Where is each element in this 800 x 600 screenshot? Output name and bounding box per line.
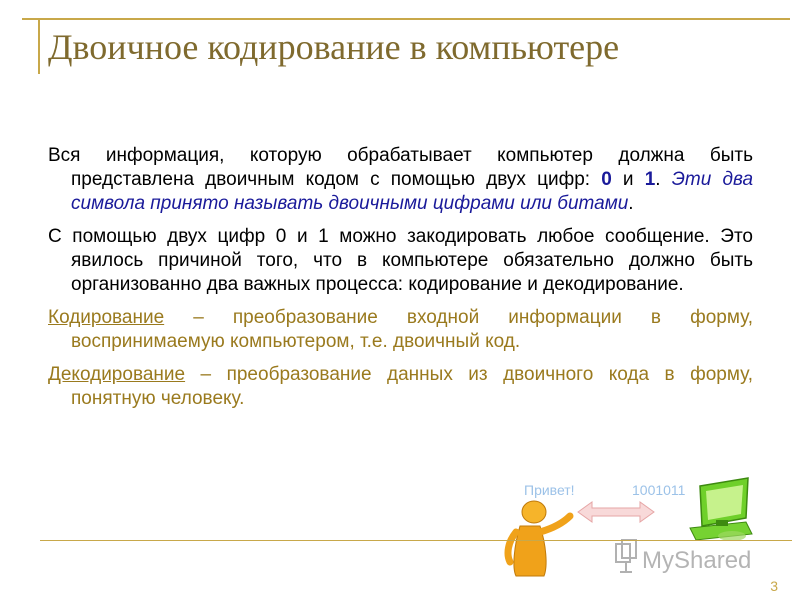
paragraph-coding-processes: С помощью двух цифр 0 и 1 можно закодировать любое сообщение. Это явилось причиной того, что в компьютере обязательно должно быть организованно два важных процесса: кодирование и декодирование. bbox=[48, 226, 753, 295]
footer-rule bbox=[40, 540, 792, 541]
digit-zero: 0 bbox=[601, 169, 612, 190]
paragraph-coding-definition bbox=[48, 306, 753, 354]
term-decoding: Декодирование bbox=[48, 364, 186, 385]
p1-and: и bbox=[611, 169, 645, 190]
slide-title: Двоичное кодирование в компьютере bbox=[48, 27, 620, 67]
paragraph-decoding-definition bbox=[48, 363, 753, 411]
term-coding: Кодирование bbox=[48, 307, 165, 328]
watermark-text: MyShared bbox=[642, 547, 752, 574]
coding-definition-text: – преобразование входной информации в форму, воспринимаемую компьютером, т.е. двоичный код. bbox=[71, 307, 753, 352]
computer-icon bbox=[690, 478, 752, 541]
coding-illustration bbox=[500, 476, 800, 600]
page-number: 3 bbox=[770, 578, 778, 594]
person-icon bbox=[508, 501, 570, 576]
watermark-logo-icon bbox=[616, 540, 636, 572]
binary-caption: 1001011 bbox=[632, 482, 686, 498]
p1-lead: Вся информация, которую обрабатывает компьютер должна быть представлена двоичным кодом с помощью двух цифр: bbox=[48, 145, 753, 190]
title-vertical-rule bbox=[38, 18, 40, 74]
decoding-definition-text: – преобразование данных из двоичного кода в форму, понятную человеку. bbox=[71, 364, 753, 409]
double-arrow-icon bbox=[578, 502, 654, 522]
slide-content bbox=[48, 144, 753, 420]
hello-caption: Привет! bbox=[524, 482, 575, 498]
paragraph-binary-representation bbox=[48, 144, 753, 216]
p1-end: . bbox=[628, 193, 634, 214]
digit-one: 1 bbox=[644, 169, 656, 190]
bits-definition: Эти два символа принято называть двоичными цифрами или битами bbox=[71, 169, 754, 214]
p1-dot: . bbox=[655, 169, 672, 190]
title-horizontal-rule bbox=[22, 18, 790, 20]
